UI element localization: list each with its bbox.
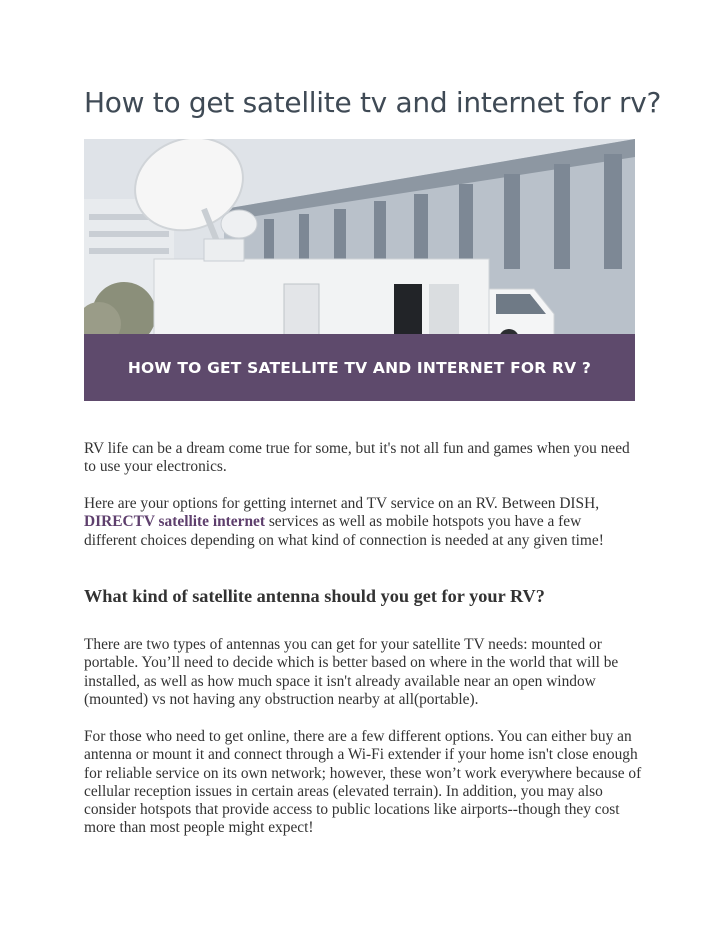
page-title: How to get satellite tv and internet for rv? xyxy=(84,86,662,119)
options-paragraph xyxy=(84,495,634,550)
online-options-paragraph: For those who need to get online, there are a few different options. You can either buy an antenna or mount it and connect through a Wi-Fi extender if your home isn't close enough for reliable service on its own network; however, these won’t work everywhere because of cellular reception issues in certain areas (elevated terrain). In addition, you may also consider hotspots that provide access to public locations like airports--though they cost more than most people might expect! xyxy=(84,728,642,837)
options-text-before: Here are your options for getting internet and TV service on an RV. Between DISH, xyxy=(84,495,600,512)
hero-banner xyxy=(84,334,635,401)
directv-satellite-internet-link[interactable]: DIRECTV satellite internet xyxy=(84,513,265,531)
options-text-after: services as well as mobile hotspots you have a few different choices depending on what kind of connection is needed at any given time! xyxy=(84,513,604,549)
hero-banner-text: HOW TO GET SATELLITE TV AND INTERNET FOR RV ? xyxy=(127,358,592,377)
hero-image xyxy=(84,139,635,401)
antenna-types-paragraph: There are two types of antennas you can get for your satellite TV needs: mounted or portable. You’ll need to decide which is better based on where in the world that will be installed, as well as how much space it isn't already available near an open window (mounted) vs not having any obstruction nearby at all(portable). xyxy=(84,636,619,708)
section-heading: What kind of satellite antenna should you get for your RV? xyxy=(84,586,545,606)
intro-paragraph: RV life can be a dream come true for some, but it's not all fun and games when you need to use your electronics. xyxy=(84,440,630,476)
